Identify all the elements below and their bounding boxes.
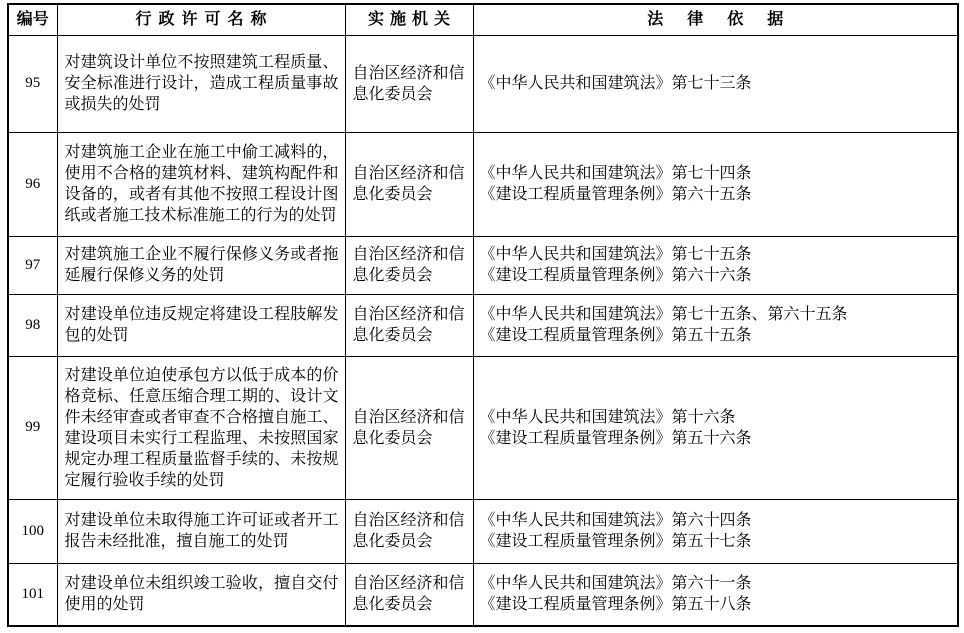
cell-agency: 自治区经济和信息化委员会 xyxy=(345,563,473,626)
cell-agency: 自治区经济和信息化委员会 xyxy=(345,236,473,294)
cell-id: 100 xyxy=(8,499,57,563)
legal-basis-line: 《建设工程质量管理条例》第五十六条 xyxy=(479,429,752,447)
table-row xyxy=(8,499,958,563)
administrative-penalty-table xyxy=(7,3,959,627)
table-row xyxy=(8,563,958,626)
header-col-license-name: 行政许可名称 xyxy=(57,4,345,35)
table-row xyxy=(8,236,958,294)
header-col-legal-basis: 法律依据 xyxy=(473,4,958,35)
cell-id: 95 xyxy=(8,35,57,132)
cell-legal-basis xyxy=(473,499,958,563)
cell-license-name: 对建设单位违反规定将建设工程肢解发包的处罚 xyxy=(57,294,345,356)
legal-basis-line: 《中华人民共和国建筑法》第七十三条 xyxy=(479,75,752,92)
cell-id: 98 xyxy=(8,294,57,356)
cell-license-name: 对建设单位未取得施工许可证或者开工报告未经批准，擅自施工的处罚 xyxy=(57,499,345,563)
header-col-id: 编号 xyxy=(8,4,57,35)
cell-id: 101 xyxy=(8,563,57,626)
legal-basis-line: 《中华人民共和国建筑法》第七十五条 xyxy=(479,246,752,263)
legal-basis-line: 《建设工程质量管理条例》第五十八条 xyxy=(479,596,752,614)
cell-agency: 自治区经济和信息化委员会 xyxy=(345,499,473,563)
cell-id: 99 xyxy=(8,356,57,499)
legal-basis-line: 《建设工程质量管理条例》第五十五条 xyxy=(479,327,752,344)
cell-id: 97 xyxy=(8,236,57,294)
table-row xyxy=(8,294,958,356)
legal-basis-line: 《中华人民共和国建筑法》第七十五条、第六十五条 xyxy=(479,306,848,323)
cell-legal-basis xyxy=(473,563,958,626)
cell-legal-basis xyxy=(473,356,958,499)
cell-agency: 自治区经济和信息化委员会 xyxy=(345,35,473,132)
legal-basis-line: 《建设工程质量管理条例》第六十五条 xyxy=(479,186,752,203)
cell-agency: 自治区经济和信息化委员会 xyxy=(345,294,473,356)
cell-license-name: 对建筑设计单位不按照建筑工程质量、安全标准进行设计，造成工程质量事故或损失的处罚 xyxy=(57,35,345,132)
legal-basis-line: 《中华人民共和国建筑法》第七十四条 xyxy=(479,165,752,182)
cell-legal-basis xyxy=(473,236,958,294)
cell-legal-basis xyxy=(473,132,958,236)
cell-license-name: 对建设单位未组织竣工验收，擅自交付使用的处罚 xyxy=(57,563,345,626)
legal-basis-line: 《中华人民共和国建筑法》第十六条 xyxy=(479,408,736,426)
table-row xyxy=(8,132,958,236)
table-row xyxy=(8,356,958,499)
cell-legal-basis xyxy=(473,35,958,132)
header-row xyxy=(8,4,958,35)
legal-basis-line: 《中华人民共和国建筑法》第六十四条 xyxy=(479,512,752,529)
legal-basis-line: 《建设工程质量管理条例》第五十七条 xyxy=(479,533,752,550)
cell-legal-basis xyxy=(473,294,958,356)
cell-license-name: 对建设单位迫使承包方以低于成本的价格竞标、任意压缩合理工期的、设计文件未经审查或者审查不合格擅自施工、建设项目未实行工程监理、未按照国家规定办理工程质量监督手续的、未按规定履行验收手续的处罚 xyxy=(57,356,345,499)
legal-basis-line: 《中华人民共和国建筑法》第六十一条 xyxy=(479,575,752,593)
table-row xyxy=(8,35,958,132)
cell-agency: 自治区经济和信息化委员会 xyxy=(345,132,473,236)
legal-basis-line: 《建设工程质量管理条例》第六十六条 xyxy=(479,267,752,284)
cell-agency: 自治区经济和信息化委员会 xyxy=(345,356,473,499)
cell-license-name: 对建筑施工企业不履行保修义务或者拖延履行保修义务的处罚 xyxy=(57,236,345,294)
cell-license-name: 对建筑施工企业在施工中偷工减料的，使用不合格的建筑材料、建筑构配件和设备的，或者有其他不按照工程设计图纸或者施工技术标准施工的行为的处罚 xyxy=(57,132,345,236)
cell-id: 96 xyxy=(8,132,57,236)
header-col-agency: 实施机关 xyxy=(345,4,473,35)
